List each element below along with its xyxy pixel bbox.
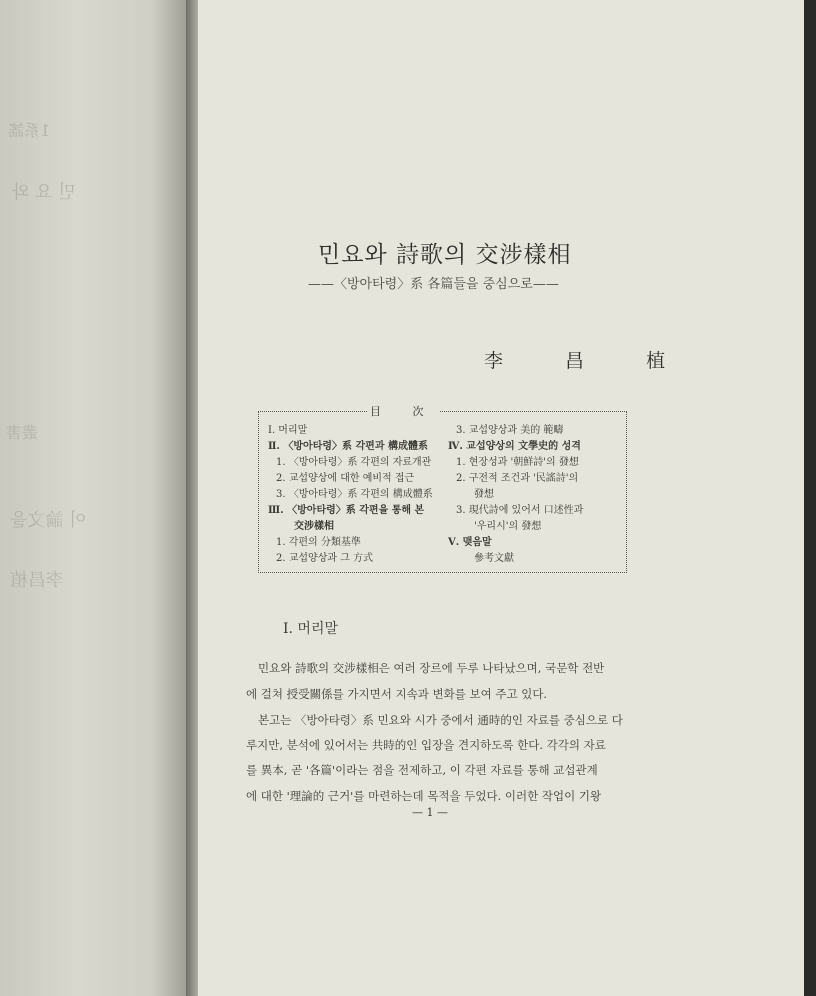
- toc-entry: Ⅰ. 머리말: [268, 425, 308, 436]
- toc-entry: 2. 교섭양상에 대한 예비적 접근: [276, 473, 415, 484]
- toc-entry: 1. 각편의 分類基準: [276, 537, 361, 548]
- toc-entry: 2. 구전적 조건과 '民謠詩'의: [456, 473, 579, 484]
- paragraph-line: 루지만, 분석에 있어서는 共時的인 입장을 견지하도록 한다. 각각의 자료: [246, 738, 606, 752]
- paragraph-line: 에 걸쳐 授受關係를 가지면서 지속과 변화를 보여 주고 있다.: [246, 687, 548, 701]
- paragraph-line: 에 대한 '理論的 근거'를 마련하는데 목적을 두었다. 이러한 작업이 기왕: [246, 789, 602, 803]
- toc-entry: 交涉樣相: [294, 521, 334, 532]
- toc-entry: Ⅳ. 교섭양상의 文學史的 성격: [448, 441, 581, 452]
- paragraph-line: 를 異本, 곧 '各篇'이라는 점을 전제하고, 이 각편 자료를 통해 교섭관계: [246, 763, 598, 777]
- toc-entry: 3. 교섭양상과 美的 範疇: [456, 425, 564, 436]
- page-edge: [804, 0, 816, 996]
- paragraph-line: 본고는 〈방아타령〉系 민요와 시가 중에서 通時的인 자료를 중심으로 다: [258, 713, 623, 727]
- toc-entry: 1. 현장성과 '朝鮮詩'의 發想: [456, 457, 579, 468]
- article-title: 민요와 詩歌의 交涉樣相: [318, 242, 572, 268]
- toc-entry: 3. 現代詩에 있어서 口述性과: [456, 505, 584, 516]
- page-number: — 1 —: [412, 806, 448, 819]
- toc-entry: Ⅲ. 〈방아타령〉系 각편을 통해 본: [268, 505, 425, 516]
- article-subtitle: ——〈방아타령〉系 各篇들을 중심으로——: [308, 277, 559, 292]
- toc-entry: 2. 교섭양상과 그 方式: [276, 553, 374, 564]
- toc-entry: 3. 〈방아타령〉系 각편의 構成體系: [276, 489, 433, 500]
- bleed-text: 민 요 와: [12, 182, 76, 203]
- bleed-text: 李昌植: [10, 570, 64, 591]
- toc-entry: Ⅴ. 맺음말: [448, 537, 492, 548]
- bleed-text: 1系謠: [8, 121, 51, 140]
- toc-entry: Ⅱ. 〈방아타령〉系 각편과 構成體系: [268, 441, 428, 452]
- paragraph-line: 민요와 詩歌의 交涉樣相은 여러 장르에 두루 나타났으며, 국문학 전반: [258, 661, 605, 675]
- toc-heading: 目 次: [370, 405, 438, 418]
- toc-entry: 1. 〈방아타령〉系 각편의 자료개관: [276, 457, 432, 468]
- left-page: [0, 0, 190, 996]
- toc-entry: '우리시'의 發想: [474, 521, 542, 532]
- author-name: 李 昌 植: [484, 350, 694, 372]
- bleed-text: 叢書: [6, 423, 39, 442]
- section-heading: Ⅰ. 머리말: [283, 621, 339, 637]
- toc-entry: 參考文獻: [474, 553, 514, 564]
- bleed-text: 이 論文을: [10, 510, 87, 531]
- toc-entry: 發想: [474, 489, 494, 500]
